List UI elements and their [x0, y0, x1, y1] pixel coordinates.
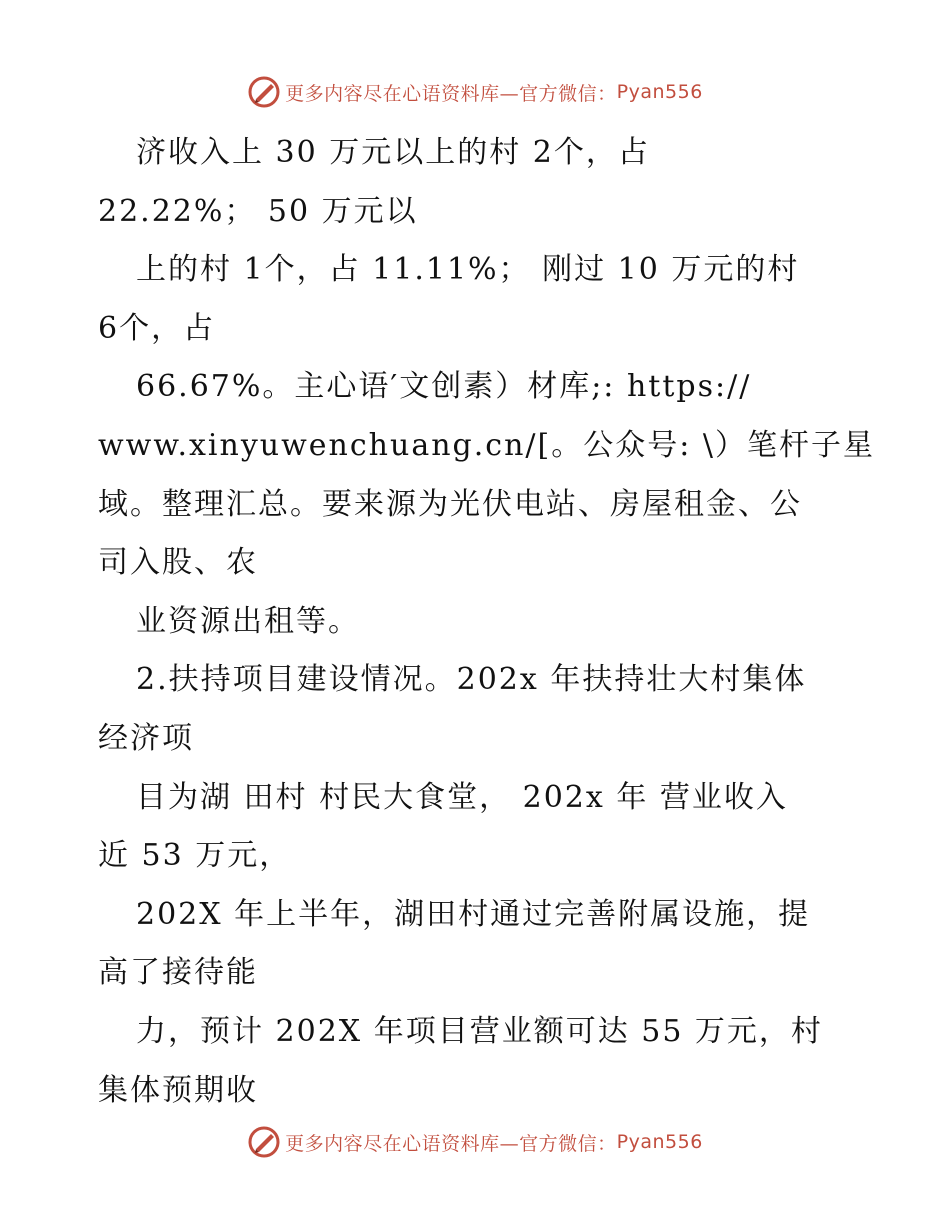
header-banner-wechat-id: Pyan556 — [616, 81, 703, 103]
text-line: 域。整理汇总。要来源为光伏电站、房屋租金、公 — [98, 486, 802, 522]
footer-banner-wechat-id: Pyan556 — [616, 1131, 703, 1153]
text-line: www.xinyuwenchuang.cn/[。公众号: \）笔杆子星 — [98, 427, 875, 463]
text-line: 业资源出租等。 — [136, 603, 360, 639]
text-line: 66.67%。主心语′文创素）材库;: https:// — [136, 369, 752, 405]
text-line: 力，预计 202X 年项目营业额可达 55 万元，村 — [136, 1013, 823, 1049]
text-line: 6个，占 — [98, 310, 216, 346]
text-line: 上的村 1个，占 11.11%； 刚过 10 万元的村 — [136, 252, 800, 288]
footer-banner-text: 更多内容尽在心语资料库—官方微信： — [285, 1132, 617, 1155]
footer-banner — [0, 1122, 950, 1162]
text-line: 22.22%； 50 万元以 — [98, 193, 418, 229]
text-line: 司入股、农 — [98, 545, 258, 581]
header-banner — [0, 72, 950, 112]
text-line: 经济项 — [98, 720, 194, 756]
text-line: 高了接待能 — [98, 955, 258, 991]
header-banner-text: 更多内容尽在心语资料库—官方微信： — [285, 82, 617, 105]
text-line: 集体预期收 — [98, 1072, 258, 1108]
text-line: 202X 年上半年，湖田村通过完善附属设施，提 — [136, 896, 811, 932]
brand-logo-icon — [247, 75, 281, 109]
text-line: 2.扶持项目建设情况。202x 年扶持壮大村集体 — [136, 662, 807, 698]
text-line: 济收入上 30 万元以上的村 2个，占 — [136, 135, 650, 170]
text-line: 目为湖 田村 村民大食堂， 202x 年 营业收入 — [136, 779, 788, 815]
document-body — [98, 124, 875, 1120]
text-line: 近 53 万元， — [98, 838, 292, 874]
brand-logo-icon — [247, 1125, 281, 1159]
